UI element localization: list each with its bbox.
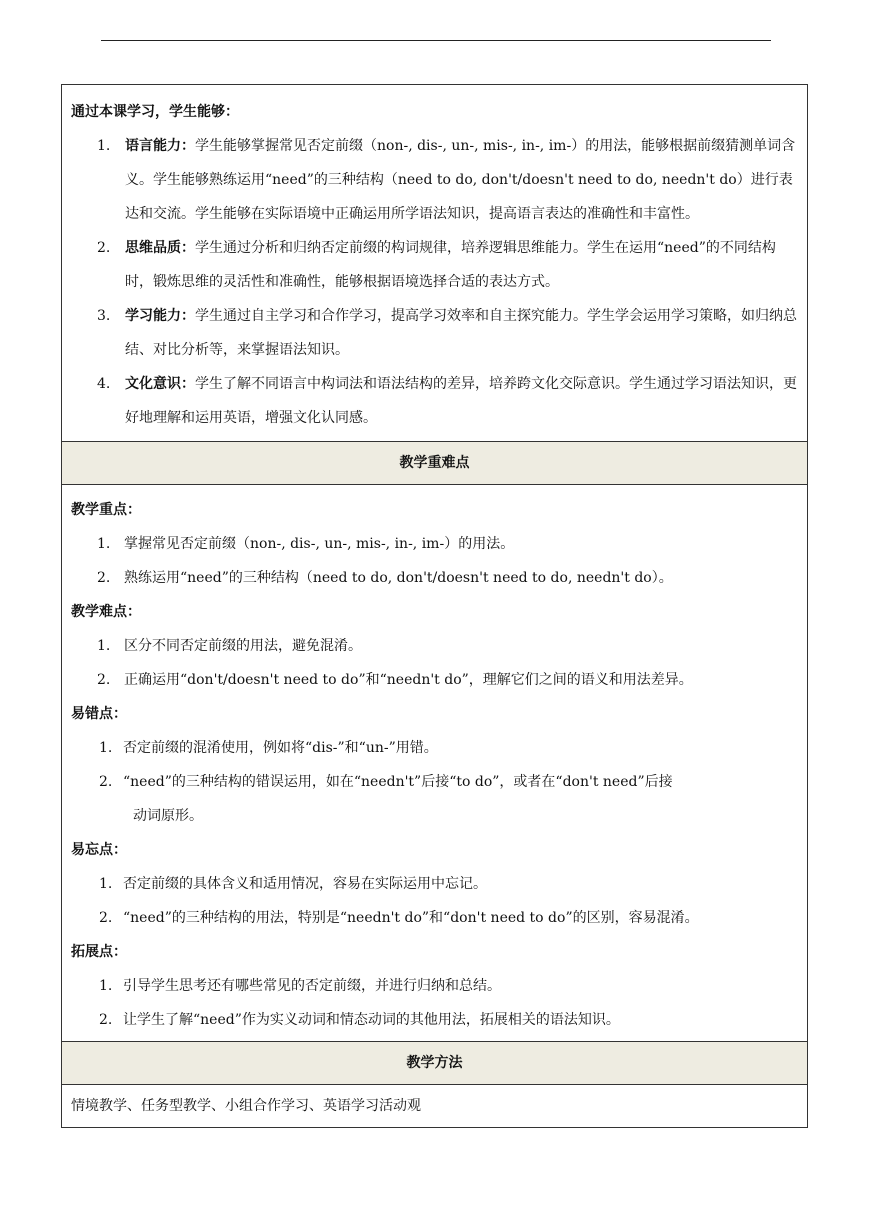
objectives-cell	[62, 85, 807, 442]
methods-header: 教学方法	[62, 1042, 807, 1085]
keypoints-cell	[62, 485, 807, 1042]
item-number: 2.	[99, 910, 113, 926]
item-text: 否定前缀的混淆使用，例如将“dis-”和“un-”用错。	[123, 740, 438, 756]
keypoints-header: 教学重难点	[62, 442, 807, 485]
errors-label: 易错点：	[71, 706, 127, 722]
item-number: 2.	[99, 1012, 113, 1028]
item-number: 4.	[97, 376, 111, 392]
item-text: 正确运用“don't/doesn't need to do”和“needn't do”，理解它们之间的语义和用法差异。	[124, 672, 693, 688]
difficulty-label: 教学难点：	[71, 604, 141, 620]
list-item	[71, 969, 799, 1003]
lesson-plan-table	[61, 84, 808, 1128]
objective-item	[71, 367, 799, 435]
item-number: 3.	[97, 308, 111, 324]
list-item	[71, 561, 799, 595]
list-item	[71, 731, 799, 765]
item-number: 1.	[99, 740, 113, 756]
item-text: 区分不同否定前缀的用法，避免混淆。	[124, 638, 362, 654]
item-number: 1.	[99, 978, 113, 994]
header-rule	[101, 40, 771, 41]
item-text: 引导学生思考还有哪些常见的否定前缀，并进行归纳和总结。	[123, 978, 501, 994]
objectives-lead: 通过本课学习，学生能够：	[71, 104, 239, 120]
list-item	[71, 765, 799, 833]
item-number: 1.	[97, 138, 111, 154]
objective-item	[71, 299, 799, 367]
item-number: 1.	[97, 638, 111, 654]
objective-text: 学生了解不同语言中构词法和语法结构的差异，培养跨文化交际意识。学生通过学习语法知识，更好地理解和运用英语，增强文化认同感。	[125, 376, 797, 426]
item-number: 2.	[97, 570, 111, 586]
list-item	[71, 663, 799, 697]
item-text-line1: “need”的三种结构的错误运用，如在“needn't”后接“to do”，或者在“don't need”后接	[123, 774, 673, 790]
item-text: 熟练运用“need”的三种结构（need to do, don't/doesn't need to do, needn't do）。	[124, 570, 673, 586]
item-number: 2.	[99, 774, 113, 790]
objective-item	[71, 231, 799, 299]
extend-label: 拓展点：	[71, 944, 127, 960]
item-number: 2.	[97, 672, 111, 688]
list-item	[71, 867, 799, 901]
objective-text: 学生能够掌握常见否定前缀（non-, dis-, un-, mis-, in-, im-）的用法，能够根据前缀猜测单词含义。学生能够熟练运用“need”的三种结构（need to do, don't/doesn't need to do, needn't do）进行表达和交流。学生能够在实际语境中正确运用所学语法知识，提高语言表达的准确性和丰富性。	[125, 138, 796, 222]
item-text: “need”的三种结构的用法，特别是“needn't do”和“don't need to do”的区别，容易混淆。	[123, 910, 699, 926]
objective-item	[71, 129, 799, 231]
methods-cell: 情境教学、任务型教学、小组合作学习、英语学习活动观	[71, 1098, 421, 1114]
objective-keyword: 语言能力：	[125, 138, 195, 154]
focus-label: 教学重点：	[71, 502, 141, 518]
list-item	[71, 901, 799, 935]
objective-keyword: 文化意识：	[125, 376, 195, 392]
objective-keyword: 学习能力：	[125, 308, 195, 324]
item-number: 1.	[99, 876, 113, 892]
item-number: 1.	[97, 536, 111, 552]
item-text: 让学生了解“need”作为实义动词和情态动词的其他用法，拓展相关的语法知识。	[123, 1012, 620, 1028]
forget-label: 易忘点：	[71, 842, 127, 858]
objective-keyword: 思维品质：	[125, 240, 195, 256]
item-number: 2.	[97, 240, 111, 256]
objective-text: 学生通过自主学习和合作学习，提高学习效率和自主探究能力。学生学会运用学习策略，如归纳总结、对比分析等，来掌握语法知识。	[125, 308, 797, 358]
item-text: 否定前缀的具体含义和适用情况，容易在实际运用中忘记。	[123, 876, 487, 892]
list-item	[71, 629, 799, 663]
item-text-line2: 动词原形。	[133, 808, 203, 824]
objective-text: 学生通过分析和归纳否定前缀的构词规律，培养逻辑思维能力。学生在运用“need”的不同结构时，锻炼思维的灵活性和准确性，能够根据语境选择合适的表达方式。	[125, 240, 776, 290]
list-item	[71, 527, 799, 561]
list-item	[71, 1003, 799, 1037]
item-text: 掌握常见否定前缀（non-, dis-, un-, mis-, in-, im-）的用法。	[124, 536, 515, 552]
